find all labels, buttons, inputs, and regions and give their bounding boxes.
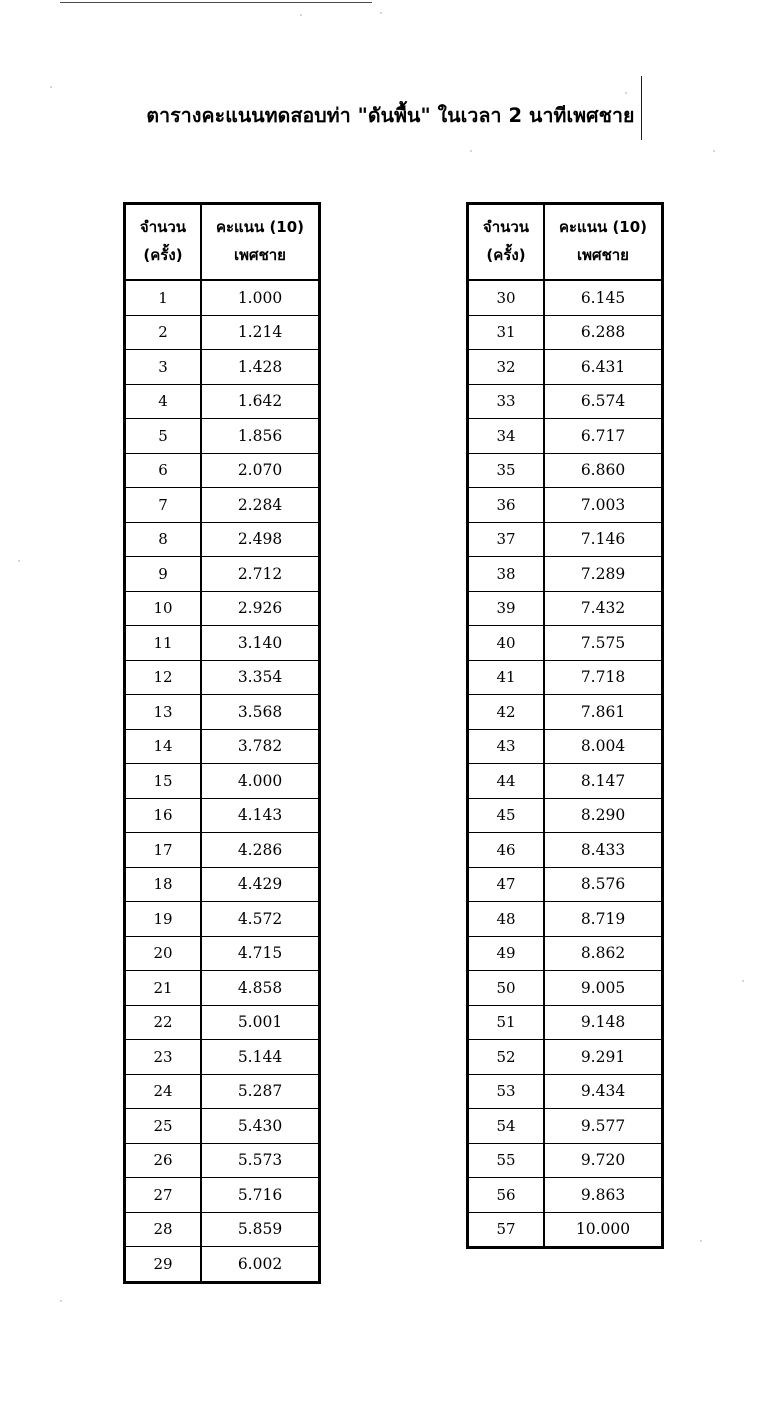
table-row — [125, 695, 319, 730]
table-row — [125, 764, 319, 799]
cell-score: 3.782 — [201, 729, 319, 764]
table-row — [468, 280, 662, 315]
table-row — [125, 902, 319, 937]
table-row — [125, 522, 319, 557]
table-row — [125, 1143, 319, 1178]
cell-count: 55 — [468, 1143, 544, 1178]
cell-count: 3 — [125, 350, 201, 385]
table-row — [468, 453, 662, 488]
table-row — [125, 1109, 319, 1144]
cell-count: 56 — [468, 1178, 544, 1213]
cell-count: 40 — [468, 626, 544, 661]
cell-score: 5.716 — [201, 1178, 319, 1213]
cell-count: 29 — [125, 1247, 201, 1282]
table-row — [125, 1074, 319, 1109]
cell-count: 20 — [125, 936, 201, 971]
table-row — [468, 1005, 662, 1040]
cell-count: 21 — [125, 971, 201, 1006]
table-row — [468, 971, 662, 1006]
cell-score: 9.720 — [544, 1143, 662, 1178]
table-row — [468, 902, 662, 937]
table-row — [125, 1040, 319, 1075]
table-row — [125, 660, 319, 695]
cell-score: 8.433 — [544, 833, 662, 868]
table-row — [125, 729, 319, 764]
cell-count: 5 — [125, 419, 201, 454]
table-row — [125, 1178, 319, 1213]
cell-count: 15 — [125, 764, 201, 799]
cell-score: 5.144 — [201, 1040, 319, 1075]
cell-score: 5.430 — [201, 1109, 319, 1144]
scan-speck — [713, 150, 715, 152]
table-row — [468, 384, 662, 419]
table-header-row — [125, 204, 319, 280]
cell-count: 14 — [125, 729, 201, 764]
cell-score: 6.860 — [544, 453, 662, 488]
cell-count: 11 — [125, 626, 201, 661]
cell-count: 18 — [125, 867, 201, 902]
cell-score: 8.719 — [544, 902, 662, 937]
cell-count: 36 — [468, 488, 544, 523]
cell-count: 49 — [468, 936, 544, 971]
cell-count: 50 — [468, 971, 544, 1006]
header-count-line1: จำนวน — [482, 218, 530, 237]
scan-speck — [700, 1240, 702, 1242]
table-row — [468, 1143, 662, 1178]
cell-score: 4.286 — [201, 833, 319, 868]
cell-score: 9.863 — [544, 1178, 662, 1213]
cell-score: 9.005 — [544, 971, 662, 1006]
cell-score: 1.214 — [201, 315, 319, 350]
table-row — [125, 1212, 319, 1247]
cell-count: 37 — [468, 522, 544, 557]
table-row — [468, 315, 662, 350]
cell-count: 47 — [468, 867, 544, 902]
table-header-left — [125, 204, 319, 280]
cell-count: 38 — [468, 557, 544, 592]
table-row — [125, 798, 319, 833]
cell-count: 19 — [125, 902, 201, 937]
cell-score: 3.354 — [201, 660, 319, 695]
cell-score: 7.432 — [544, 591, 662, 626]
scan-speck — [470, 150, 472, 152]
cell-count: 17 — [125, 833, 201, 868]
table-row — [125, 1005, 319, 1040]
cell-count: 27 — [125, 1178, 201, 1213]
table-row — [468, 1109, 662, 1144]
table-row — [125, 453, 319, 488]
cell-score: 5.001 — [201, 1005, 319, 1040]
table-body-left — [125, 280, 319, 1282]
cell-count: 12 — [125, 660, 201, 695]
table-row — [125, 867, 319, 902]
header-count — [125, 204, 201, 280]
scan-speck — [300, 14, 302, 16]
cell-count: 53 — [468, 1074, 544, 1109]
cell-count: 10 — [125, 591, 201, 626]
cell-score: 4.572 — [201, 902, 319, 937]
table-row — [125, 488, 319, 523]
cell-count: 24 — [125, 1074, 201, 1109]
cell-score: 1.856 — [201, 419, 319, 454]
table-row — [468, 350, 662, 385]
scan-speck — [380, 12, 382, 14]
cell-count: 33 — [468, 384, 544, 419]
cell-score: 6.002 — [201, 1247, 319, 1282]
header-count-line2: (ครั้ง) — [143, 246, 183, 264]
page-title: ตารางคะแนนทดสอบท่า "ดันพื้น" ในเวลา 2 นาทีเพศชาย — [146, 104, 635, 127]
table-row — [468, 1212, 662, 1247]
cell-count: 35 — [468, 453, 544, 488]
cell-score: 7.003 — [544, 488, 662, 523]
cell-count: 26 — [125, 1143, 201, 1178]
cell-score: 8.004 — [544, 729, 662, 764]
cell-count: 9 — [125, 557, 201, 592]
header-score-line2: เพศชาย — [577, 246, 629, 264]
cell-score: 8.147 — [544, 764, 662, 799]
cell-count: 1 — [125, 280, 201, 315]
scan-speck — [18, 560, 20, 562]
cell-count: 34 — [468, 419, 544, 454]
cell-score: 5.573 — [201, 1143, 319, 1178]
cell-count: 22 — [125, 1005, 201, 1040]
table-row — [125, 591, 319, 626]
cell-score: 1.428 — [201, 350, 319, 385]
cell-score: 6.717 — [544, 419, 662, 454]
cell-count: 23 — [125, 1040, 201, 1075]
table-row — [125, 384, 319, 419]
cell-score: 3.140 — [201, 626, 319, 661]
cell-score: 2.070 — [201, 453, 319, 488]
table-row — [125, 419, 319, 454]
scan-speck — [50, 86, 52, 88]
cell-count: 32 — [468, 350, 544, 385]
header-score — [544, 204, 662, 280]
cell-score: 4.143 — [201, 798, 319, 833]
table-row — [468, 798, 662, 833]
cell-score: 7.861 — [544, 695, 662, 730]
cell-count: 7 — [125, 488, 201, 523]
table-row — [125, 315, 319, 350]
table-row — [125, 280, 319, 315]
cell-count: 25 — [125, 1109, 201, 1144]
table-row — [468, 833, 662, 868]
table-body-right — [468, 280, 662, 1247]
cell-score: 5.287 — [201, 1074, 319, 1109]
cell-score: 2.926 — [201, 591, 319, 626]
table-row — [125, 350, 319, 385]
cell-score: 9.148 — [544, 1005, 662, 1040]
cell-score: 7.146 — [544, 522, 662, 557]
cell-count: 42 — [468, 695, 544, 730]
header-score-line2: เพศชาย — [234, 246, 286, 264]
table-row — [125, 626, 319, 661]
table-row — [468, 867, 662, 902]
table-row — [468, 1040, 662, 1075]
header-count-line2: (ครั้ง) — [486, 246, 526, 264]
table-row — [468, 1178, 662, 1213]
table-row — [468, 488, 662, 523]
cell-score: 6.431 — [544, 350, 662, 385]
cell-score: 9.291 — [544, 1040, 662, 1075]
cell-score: 3.568 — [201, 695, 319, 730]
table-row — [468, 557, 662, 592]
cell-score: 1.642 — [201, 384, 319, 419]
cell-count: 44 — [468, 764, 544, 799]
cell-count: 57 — [468, 1212, 544, 1247]
table-row — [468, 695, 662, 730]
header-count-line1: จำนวน — [139, 218, 187, 237]
cell-score: 9.577 — [544, 1109, 662, 1144]
header-score-line1: คะแนน (10) — [558, 218, 648, 237]
table-row — [125, 971, 319, 1006]
table-row — [125, 1247, 319, 1282]
cell-score: 8.290 — [544, 798, 662, 833]
cell-count: 6 — [125, 453, 201, 488]
cell-count: 39 — [468, 591, 544, 626]
score-table-right — [467, 203, 663, 1248]
cell-score: 2.712 — [201, 557, 319, 592]
cell-score: 2.498 — [201, 522, 319, 557]
cell-count: 45 — [468, 798, 544, 833]
cell-count: 54 — [468, 1109, 544, 1144]
header-score — [201, 204, 319, 280]
cell-score: 9.434 — [544, 1074, 662, 1109]
table-row — [468, 419, 662, 454]
header-score-line1: คะแนน (10) — [215, 218, 305, 237]
cell-count: 8 — [125, 522, 201, 557]
table-row — [468, 729, 662, 764]
cell-score: 8.862 — [544, 936, 662, 971]
cell-count: 46 — [468, 833, 544, 868]
cell-score: 10.000 — [544, 1212, 662, 1247]
scan-speck — [742, 980, 744, 982]
cell-count: 51 — [468, 1005, 544, 1040]
scan-speck — [60, 1300, 62, 1302]
cell-count: 28 — [125, 1212, 201, 1247]
scan-speck — [625, 92, 627, 94]
cell-score: 7.289 — [544, 557, 662, 592]
cell-score: 8.576 — [544, 867, 662, 902]
cell-score: 2.284 — [201, 488, 319, 523]
cell-count: 41 — [468, 660, 544, 695]
table-row — [125, 557, 319, 592]
header-count — [468, 204, 544, 280]
cell-score: 1.000 — [201, 280, 319, 315]
score-table-left — [124, 203, 320, 1283]
table-row — [468, 591, 662, 626]
table-row — [468, 936, 662, 971]
cell-score: 4.429 — [201, 867, 319, 902]
cell-score: 7.575 — [544, 626, 662, 661]
table-row — [468, 764, 662, 799]
cell-score: 4.000 — [201, 764, 319, 799]
table-header-right — [468, 204, 662, 280]
cell-count: 30 — [468, 280, 544, 315]
cell-score: 6.288 — [544, 315, 662, 350]
cell-score: 6.574 — [544, 384, 662, 419]
cell-count: 43 — [468, 729, 544, 764]
cell-count: 13 — [125, 695, 201, 730]
table-header-row — [468, 204, 662, 280]
cell-count: 2 — [125, 315, 201, 350]
cell-count: 52 — [468, 1040, 544, 1075]
table-row — [468, 1074, 662, 1109]
scan-artifact-top-line — [60, 2, 372, 3]
table-row — [468, 522, 662, 557]
cell-count: 31 — [468, 315, 544, 350]
cell-count: 48 — [468, 902, 544, 937]
cell-score: 7.718 — [544, 660, 662, 695]
cell-count: 4 — [125, 384, 201, 419]
table-row — [468, 660, 662, 695]
table-row — [125, 833, 319, 868]
table-row — [468, 626, 662, 661]
cell-score: 5.859 — [201, 1212, 319, 1247]
cell-score: 6.145 — [544, 280, 662, 315]
cell-score: 4.715 — [201, 936, 319, 971]
table-row — [125, 936, 319, 971]
cell-count: 16 — [125, 798, 201, 833]
cell-score: 4.858 — [201, 971, 319, 1006]
